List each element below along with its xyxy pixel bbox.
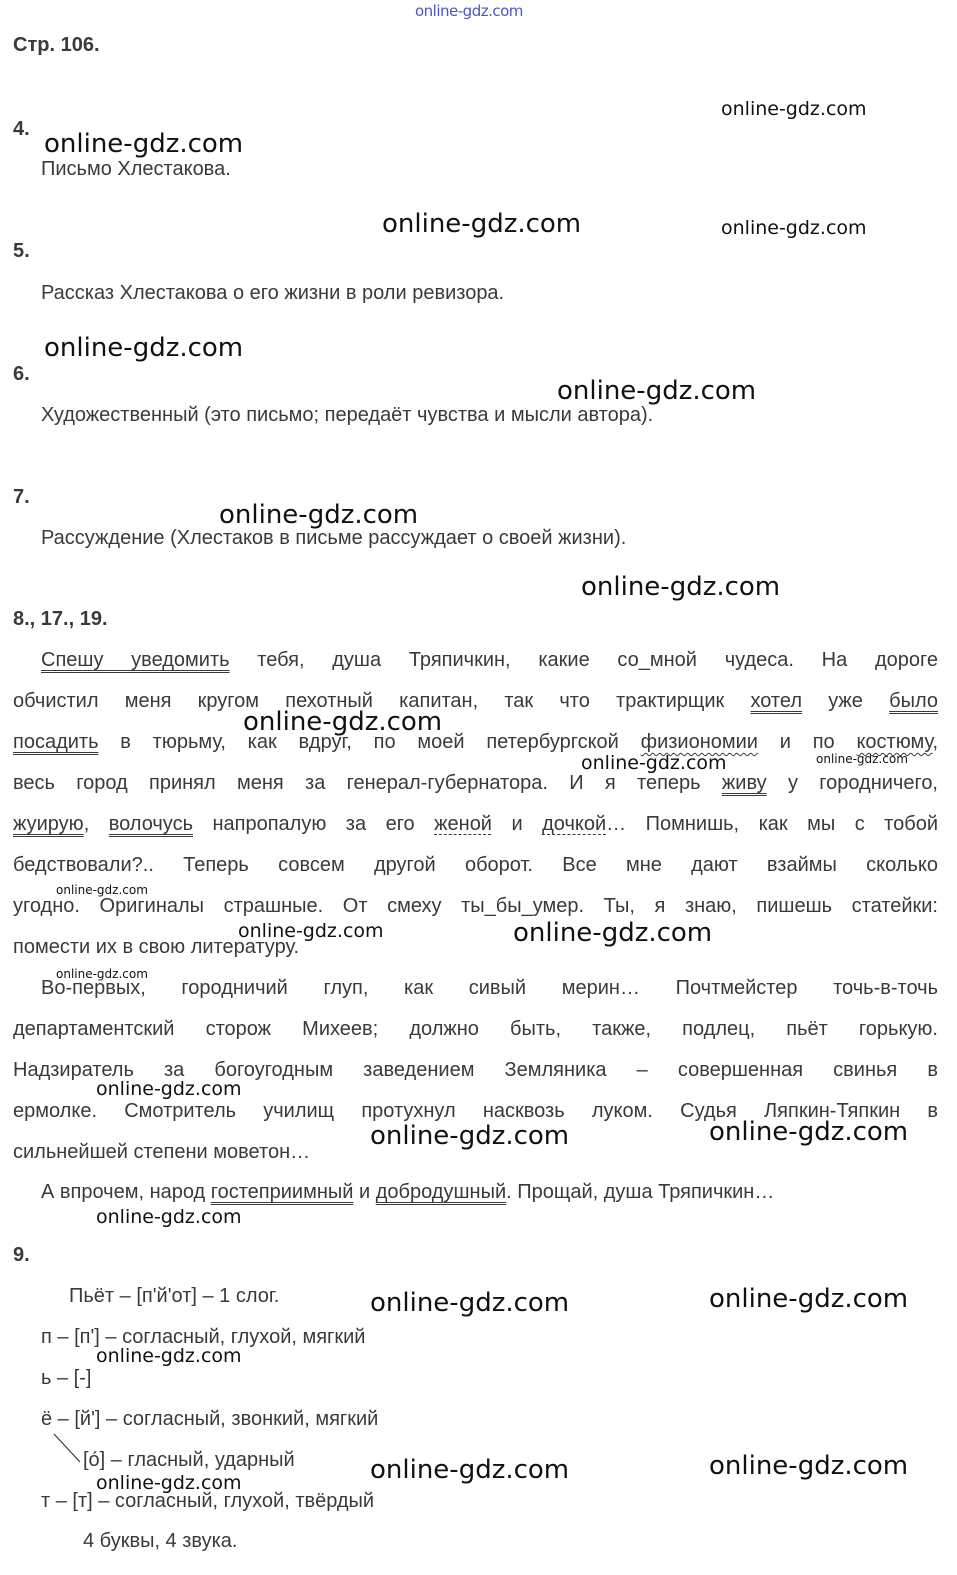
text-run: . Прощай, душа Тряпичкин… [506,1181,775,1203]
dashed-underlined-word: дочкой [542,813,607,835]
text-run: , [932,731,939,753]
watermark: online-gdz.com [370,1455,570,1485]
letter-line: департаментский сторож Михеев; должно быть, также, подлец, пьёт горькую. [13,1018,938,1040]
text-run: в тюрьму, как вдруг, по моей петербургской [98,731,641,753]
watermark: online-gdz.com [721,217,867,239]
phonetic-line: ь – [-] [41,1367,92,1389]
phonetic-word: Пьёт – [п'й'от] – 1 слог. [69,1285,280,1307]
task-5-answer: Рассказ Хлестакова о его жизни в роли ревизора. [41,282,505,304]
text-run: , [83,813,109,835]
watermark: online-gdz.com [709,1284,909,1314]
wavy-underlined-word: физиономии [640,731,758,753]
watermark: online-gdz.com [557,376,757,406]
watermark: online-gdz.com [709,1451,909,1481]
watermark: online-gdz.com [513,918,713,948]
phonetic-line: [о́] – гласный, ударный [83,1449,295,1471]
watermark: online-gdz.com [219,500,419,530]
task-6-answer: Художественный (это письмо; передаёт чувства и мысли автора). [41,404,654,426]
watermark: online-gdz.com [44,129,244,159]
underlined-phrase: Спешу уведомить [41,649,230,671]
underlined-word: жуирую [13,813,84,835]
text-run: напропалую за его [193,813,435,835]
text-run: уже [802,690,890,712]
letter-line: Во-первых, городничий глуп, как сивый мерин… Почтмейстер точь-в-точь [41,977,938,999]
underlined-word: посадить [13,731,99,753]
text-run: обчистил меня кругом пехотный капитан, так что трактирщик [13,690,751,712]
watermark: online-gdz.com [96,1472,242,1494]
phonetic-line: ё – [й'] – согласный, звонкий, мягкий [41,1408,379,1430]
phonetic-line: т – [т] – согласный, глухой, твёрдый [41,1490,375,1512]
watermark: online-gdz.com [238,920,384,942]
text-run: тебя, душа Тряпичкин, какие со_мной чудеса. На дороге [229,649,938,671]
watermark: online-gdz.com [243,707,443,737]
dashed-underlined-word: женой [434,813,492,835]
task-4-number: 4. [13,118,30,140]
phonetic-line: п – [п'] – согласный, глухой, мягкий [41,1326,366,1348]
watermark: online-gdz.com [581,752,727,774]
text-run: и [353,1181,376,1203]
text-run: А впрочем, народ [41,1181,211,1203]
task-9-number: 9. [13,1244,30,1266]
phonetic-summary: 4 буквы, 4 звука. [83,1530,238,1552]
text-run: и по [757,731,857,753]
letter-line: бедствовали?.. Теперь совсем другой оборот. Все мне дают взаймы сколько [13,854,938,876]
task-7-number: 7. [13,486,30,508]
watermark: online-gdz.com [96,1206,242,1228]
task-6-number: 6. [13,363,30,385]
task-7-answer: Рассуждение (Хлестаков в письме рассуждает о своей жизни). [41,527,627,549]
task-5-number: 5. [13,240,30,262]
letter-line: угодно. Оригиналы страшные. От смеху ты_бы_умер. Ты, я знаю, пишешь статейки: [13,895,938,917]
watermark: online-gdz.com [370,1121,570,1151]
watermark: online-gdz.com [96,1078,242,1100]
letter-line: Надзиратель за богоугодным заведением Земляника – совершенная свинья в [13,1059,938,1081]
watermark: online-gdz.com [721,98,867,120]
letter-line: сильнейшей степени моветон… [13,1141,311,1163]
watermark: online-gdz.com [370,1288,570,1318]
text-run: весь город принял меня за генерал-губернатора. И я теперь [13,772,722,794]
underlined-word: гостеприимный [210,1181,354,1203]
page-title: Стр. 106. [13,34,100,56]
letter-line: помести их в свою литературу. [13,936,300,958]
watermark: online-gdz.com [709,1117,909,1147]
letter-line: ермолке. Смотритель училищ протухнул насквозь луком. Судья Ляпкин-Тяпкин в [13,1100,938,1122]
watermark: online-gdz.com [581,572,781,602]
watermark-top: online-gdz.com [415,2,523,20]
underlined-word: хотел [750,690,802,712]
wavy-underlined-word: костюму [856,731,933,753]
underlined-word: добродушный [375,1181,507,1203]
task-4-answer: Письмо Хлестакова. [41,158,231,180]
text-run: у городничего, [766,772,938,794]
watermark: online-gdz.com [96,1345,242,1367]
watermark: online-gdz.com [56,883,148,897]
text-run: и [491,813,543,835]
watermark: online-gdz.com [382,209,582,239]
task-8-number: 8., 17., 19. [13,608,108,630]
watermark: online-gdz.com [44,333,244,363]
text-run: … Помнишь, как мы с тобой [606,813,938,835]
watermark: online-gdz.com [56,967,148,981]
underlined-word: волочусь [108,813,193,835]
watermark: online-gdz.com [816,752,908,766]
underlined-word: живу [721,772,767,794]
underlined-word: было [889,690,938,712]
